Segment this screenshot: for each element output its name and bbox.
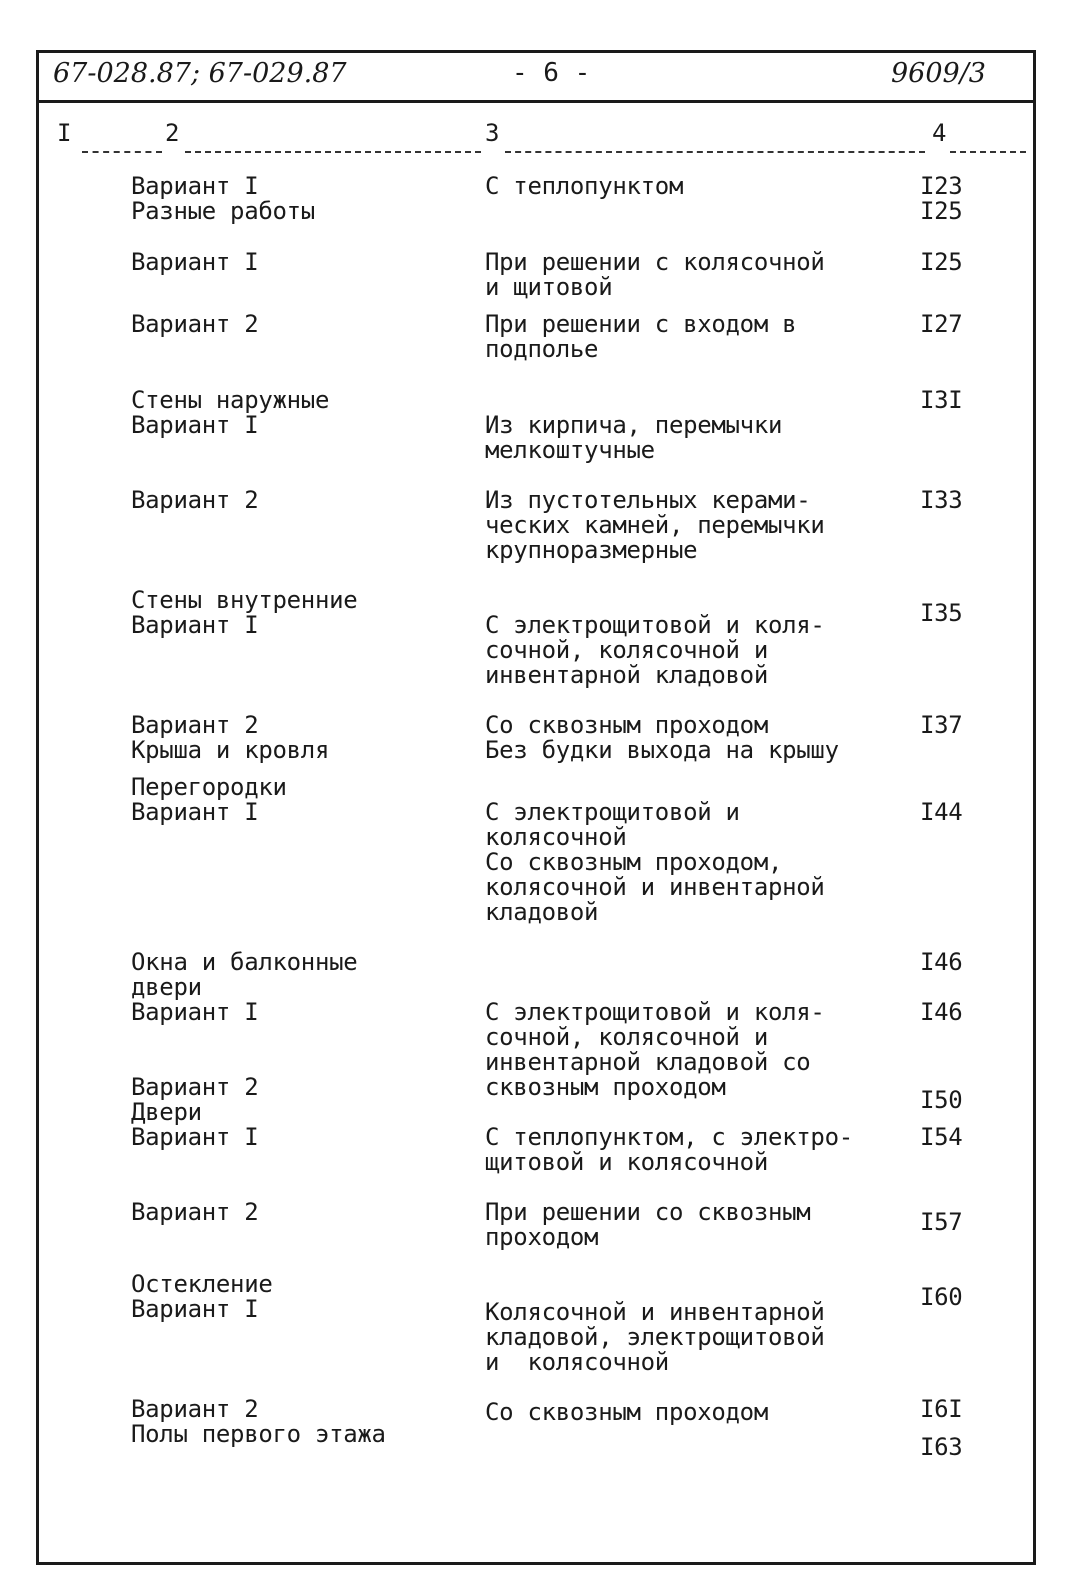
section-label: Стены наружные (131, 386, 330, 414)
description: щитовой и колясочной (485, 1148, 768, 1176)
page-ref: I33 (920, 486, 963, 514)
page-ref: I25 (920, 248, 963, 276)
page-ref: I46 (920, 948, 963, 976)
page-ref: I63 (920, 1433, 963, 1461)
section-label: Полы первого этажа (131, 1420, 386, 1448)
section-label: Вариант I (131, 248, 259, 276)
description: С теплопунктом (485, 172, 684, 200)
page-ref: I3I (920, 386, 963, 414)
description: ческих камней, перемычки (485, 511, 825, 539)
description: инвентарной кладовой (485, 661, 768, 689)
header-divider (185, 151, 481, 153)
section-label: Стены внутренние (131, 586, 358, 614)
page-ref: I25 (920, 197, 963, 225)
section-label: Вариант 2 (131, 310, 259, 338)
description: Из кирпича, перемычки (485, 411, 783, 439)
description: сквозным проходом (485, 1073, 726, 1101)
description: инвентарной кладовой со (485, 1048, 811, 1076)
description: С теплопунктом, с электро- (485, 1123, 853, 1151)
page-header (39, 53, 1033, 103)
description: Со сквозным проходом, (485, 848, 783, 876)
header-divider (505, 151, 925, 153)
header-divider (950, 151, 1026, 153)
page-ref: I44 (920, 798, 963, 826)
section-label: Вариант I (131, 411, 259, 439)
section-label: Вариант 2 (131, 1073, 259, 1101)
description: кладовой, электрощитовой (485, 1323, 825, 1351)
series-number: 67-028.87; 67-029.87 (53, 58, 347, 89)
section-label: Двери (131, 1098, 202, 1126)
page-ref: I57 (920, 1208, 963, 1236)
description: и щитовой (485, 273, 613, 301)
description: колясочной и инвентарной (485, 873, 825, 901)
description: кладовой (485, 898, 599, 926)
section-label: Перегородки (131, 773, 287, 801)
description: Без будки выхода на крышу (485, 736, 839, 764)
page-ref: I23 (920, 172, 963, 200)
section-label: Вариант 2 (131, 1395, 259, 1423)
section-label: Вариант 2 (131, 1198, 259, 1226)
header-divider (82, 151, 162, 153)
page-ref: I60 (920, 1283, 963, 1311)
description: проходом (485, 1223, 599, 1251)
description: При решении со сквозным (485, 1198, 811, 1226)
page-ref: I37 (920, 711, 963, 739)
description: крупноразмерные (485, 536, 698, 564)
page-ref: I6I (920, 1395, 963, 1423)
section-label: Вариант I (131, 798, 259, 826)
page-ref: I50 (920, 1086, 963, 1114)
section-label: Вариант 2 (131, 486, 259, 514)
column-header-3: 3 (485, 119, 500, 147)
section-label: Вариант I (131, 1295, 259, 1323)
column-header-2: 2 (165, 119, 180, 147)
section-label: Крыша и кровля (131, 736, 330, 764)
section-label: Окна и балконные (131, 948, 358, 976)
description: При решении с входом в (485, 310, 797, 338)
section-label: Разные работы (131, 197, 315, 225)
column-header-4: 4 (932, 119, 947, 147)
section-label: Вариант I (131, 611, 259, 639)
document-code: 9609/3 (891, 58, 986, 89)
description: мелкоштучные (485, 436, 655, 464)
description: Колясочной и инвентарной (485, 1298, 825, 1326)
section-label: Остекление (131, 1270, 273, 1298)
page-number: - 6 - (512, 58, 591, 88)
description: С электрощитовой и коля- (485, 998, 825, 1026)
column-header-1: I (57, 119, 72, 147)
page-ref: I27 (920, 310, 963, 338)
section-label: Вариант I (131, 998, 259, 1026)
section-label: Вариант I (131, 1123, 259, 1151)
description: Из пустотельных керами- (485, 486, 811, 514)
description: С электрощитовой и (485, 798, 740, 826)
description: колясочной (485, 823, 627, 851)
description: и колясочной (485, 1348, 669, 1376)
section-label: Вариант I (131, 172, 259, 200)
description: сочной, колясочной и (485, 1023, 768, 1051)
page-ref: I35 (920, 599, 963, 627)
section-label: двери (131, 973, 202, 1001)
page-ref: I54 (920, 1123, 963, 1151)
description: подполье (485, 335, 599, 363)
description: Со сквозным проходом (485, 711, 768, 739)
description: При решении с колясочной (485, 248, 825, 276)
section-label: Вариант 2 (131, 711, 259, 739)
description: сочной, колясочной и (485, 636, 768, 664)
description: С электрощитовой и коля- (485, 611, 825, 639)
page-ref: I46 (920, 998, 963, 1026)
description: Со сквозным проходом (485, 1398, 768, 1426)
